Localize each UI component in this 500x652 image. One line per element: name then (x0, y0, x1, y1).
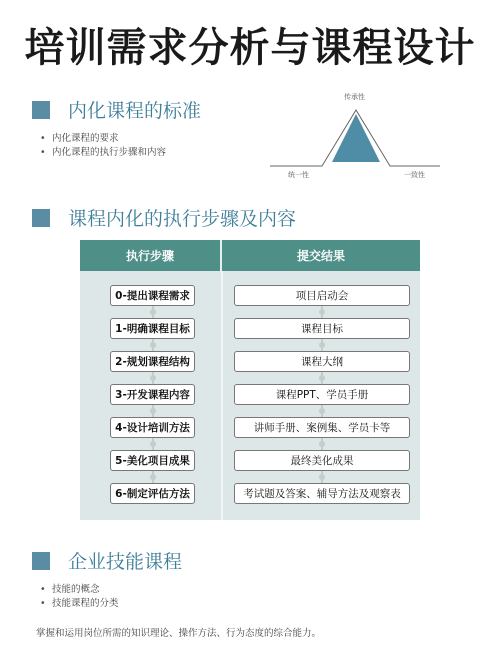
step-connector-dot (319, 342, 325, 348)
section-title: 内化课程的标准 (68, 100, 202, 122)
step-cell: 2-规划课程结构 (110, 351, 195, 372)
result-cell: 最终美化成果 (234, 450, 410, 471)
result-cell: 课程大纲 (234, 351, 410, 372)
step-connector-dot (150, 309, 156, 315)
section-header-skills (32, 547, 182, 574)
step-connector-dot (319, 408, 325, 414)
result-cell: 课程PPT、学员手册 (234, 384, 410, 405)
step-connector-dot (150, 375, 156, 381)
skills-definition: 掌握和运用岗位所需的知识理论、操作方法、行为态度的综合能力。 (36, 628, 322, 639)
step-connector-dot (150, 408, 156, 414)
result-cell: 课程目标 (234, 318, 410, 339)
section-marker (32, 101, 50, 119)
list-item: • 技能课程的分类 (40, 597, 119, 611)
skills-bullet-list (40, 583, 119, 611)
list-item: • 技能的概念 (40, 583, 119, 597)
list-item: • 内化课程的要求 (40, 132, 166, 146)
result-cell: 项目启动会 (234, 285, 410, 306)
section-header-standards (32, 96, 201, 123)
result-cell: 考试题及答案、辅导方法及观察表 (234, 483, 410, 504)
step-cell: 4-设计培训方法 (110, 417, 195, 438)
step-cell: 5-美化项目成果 (110, 450, 195, 471)
left-label: 统一性 (288, 171, 309, 179)
step-connector-dot (319, 474, 325, 480)
result-cell: 讲师手册、案例集、学员卡等 (234, 417, 410, 438)
step-connector-dot (319, 375, 325, 381)
section-marker (32, 552, 50, 570)
right-label: 一致性 (404, 171, 425, 179)
triangle-diagram (270, 90, 440, 180)
steps-table (80, 240, 420, 520)
triangle-svg (270, 90, 440, 180)
list-item: • 内化课程的执行步骤和内容 (40, 146, 166, 160)
table-header-row (80, 240, 420, 271)
step-cell: 6-制定评估方法 (110, 483, 195, 504)
column-header-steps: 执行步骤 (80, 240, 222, 271)
step-connector-dot (150, 441, 156, 447)
step-cell: 3-开发课程内容 (110, 384, 195, 405)
section-header-steps (32, 204, 296, 231)
step-cell: 1-明确课程目标 (110, 318, 195, 339)
step-connector-dot (150, 342, 156, 348)
section-title: 课程内化的执行步骤及内容 (68, 208, 297, 230)
standards-bullet-list (40, 132, 166, 160)
section-title: 企业技能课程 (68, 551, 183, 573)
step-cell: 0-提出课程需求 (110, 285, 195, 306)
step-connector-dot (150, 474, 156, 480)
page-title: 培训需求分析与课程设计 (24, 25, 476, 71)
top-label: 传承性 (344, 93, 365, 101)
step-connector-dot (319, 441, 325, 447)
section-marker (32, 209, 50, 227)
column-divider (221, 271, 223, 520)
step-connector-dot (319, 309, 325, 315)
column-header-results: 提交结果 (296, 249, 345, 263)
